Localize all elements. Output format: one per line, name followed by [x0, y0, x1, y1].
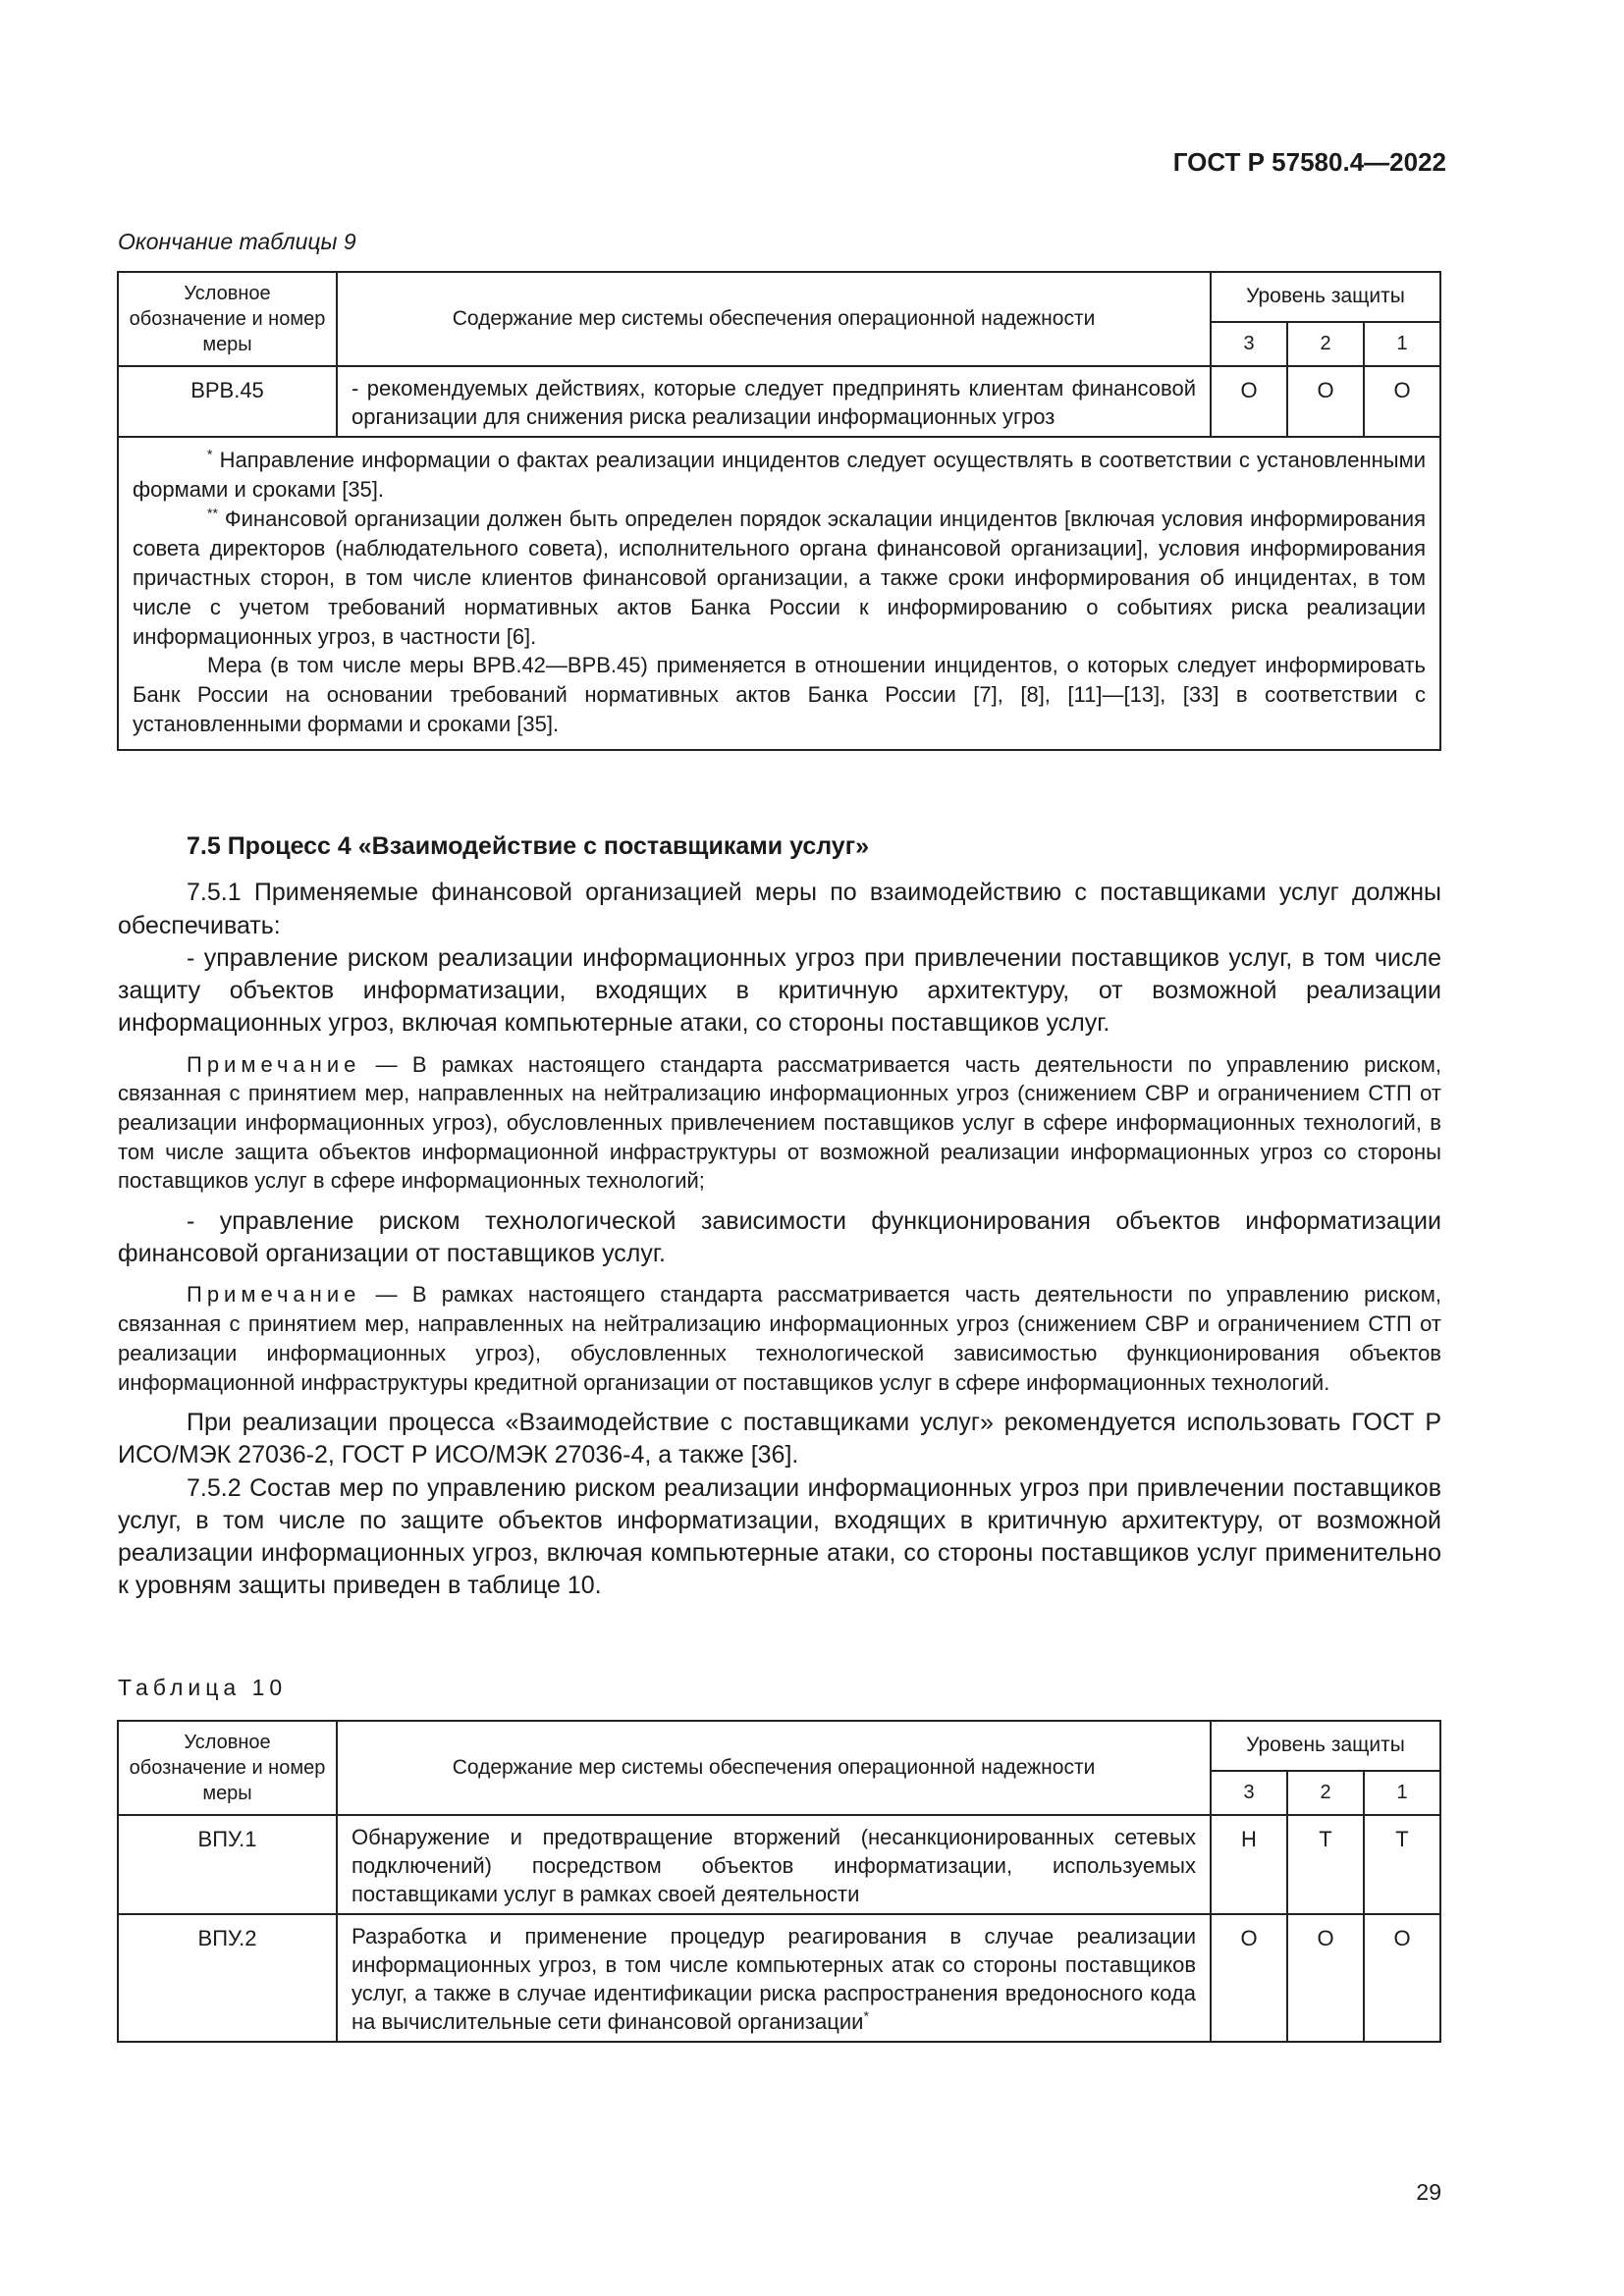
table9-note-3: Мера (в том числе меры ВРВ.42—ВРВ.45) применяется в отношении инцидентов, о которых следует информировать Банк России на основании требований нормативных актов Банка России [7], [8], [11]—[13], [33] в соответствии с установленными формами и сроками [35].: [133, 653, 1426, 737]
measure-text: - рекомендуемых действиях, которые следует предпринять клиентам финансовой организации для снижения риска реализации информационных угроз: [337, 366, 1211, 437]
table10-header-row: [118, 1721, 1440, 1771]
table10-level-1: 1: [1364, 1771, 1440, 1815]
paragraph-7-5-2: 7.5.2 Состав мер по управлению риском реализации информационных угроз при привлечении поставщиков услуг, в том числе по защите объектов информатизации, входящих в критичную архитектуру, от возможной реализации информационных угроз, включая компьютерные атаки, со стороны поставщиков услуг применительно к уровням защиты приведен в таблице 10.: [118, 1473, 1441, 1600]
table10-row-vpu1: [118, 1815, 1440, 1914]
level-3-value: О: [1211, 366, 1287, 437]
table9-col-content: Содержание мер системы обеспечения операционной надежности: [337, 272, 1211, 366]
table9-notes: [118, 437, 1440, 750]
table9-level-3: 3: [1211, 322, 1287, 366]
level-2-value: Т: [1287, 1815, 1364, 1914]
note-1-mark: *: [207, 446, 213, 462]
note-2-label: Примечание: [187, 1282, 361, 1308]
level-1-value: Т: [1364, 1815, 1440, 1914]
table9-level-1: 1: [1364, 322, 1440, 366]
footnote-mark: *: [863, 2007, 869, 2024]
table10-col-level: Уровень защиты: [1211, 1721, 1440, 1771]
paragraph-7-5-1: 7.5.1 Применяемые финансовой организацией меры по взаимодействию с поставщиками услуг должны обеспечивать:: [118, 879, 1441, 939]
table9-header-row: [118, 272, 1440, 322]
table-10: [117, 1720, 1441, 2043]
level-2-value: О: [1287, 366, 1364, 437]
level-1-value: О: [1364, 366, 1440, 437]
level-2-value: О: [1287, 1914, 1364, 2042]
table9-level-2: 2: [1287, 322, 1364, 366]
measure-code: ВПУ.2: [118, 1914, 337, 2042]
measure-text: Обнаружение и предотвращение вторжений (несанкционированных сетевых подключений) посредством объектов информатизации, используемых поставщиками услуг в рамках своей деятельности: [337, 1815, 1211, 1914]
table10-level-3: 3: [1211, 1771, 1287, 1815]
paragraph-bullet-1: - управление риском реализации информационных угроз при привлечении поставщиков услуг, в том числе защиту объектов информатизации, входящих в критичную архитектуру, от возможной реализации информационных угроз, включая компьютерные атаки, со стороны поставщиков услуг.: [118, 943, 1441, 1038]
table10-col-code: Условное обозначение и номер меры: [118, 1721, 337, 1815]
note-2-text: Финансовой организации должен быть определен порядок эскалации инцидентов [включая условия информирования совета директоров (наблюдательного совета), исполнительного органа финансовой организации], условия информирования причастных сторон, в том числе клиентов финансовой организации, а также сроки информирования об инцидентах, в том числе с учетом требований нормативных актов Банка России к информированию о событиях риска реализации информационных угроз, в частности [6].: [133, 506, 1426, 649]
note-2-mark: **: [207, 505, 218, 521]
table10-col-content: Содержание мер системы обеспечения операционной надежности: [337, 1721, 1211, 1815]
table-9: [117, 271, 1441, 751]
table10-level-2: 2: [1287, 1771, 1364, 1815]
measure-code: ВРВ.45: [118, 366, 337, 437]
level-3-value: Н: [1211, 1815, 1287, 1914]
document-header: ГОСТ Р 57580.4—2022: [1172, 147, 1446, 177]
table10-caption: Таблица 10: [118, 1675, 288, 1700]
table9-note-2: [133, 505, 1426, 652]
table9-note-1: [133, 446, 1426, 505]
level-1-value: О: [1364, 1914, 1440, 2042]
measure-code: ВПУ.1: [118, 1815, 337, 1914]
table9-col-level: Уровень защиты: [1211, 272, 1440, 322]
paragraph-bullet-2: - управление риском технологической зависимости функционирования объектов информатизации финансовой организации от поставщиков услуг.: [118, 1206, 1441, 1268]
page-number: 29: [1416, 2179, 1441, 2205]
note-2: [118, 1280, 1441, 1397]
note-1-body: — В рамках настоящего стандарта рассматривается часть деятельности по управлению риском, связанная с принятием мер, направленных на нейтрализацию информационных угроз (снижением СВР и ограничением СТП от реализации информационных угроз), обусловленных привлечением поставщиков услуг в сфере информационных технологий, в том числе защита объектов информационной инфраструктуры от возможной реализации информационных угроз со стороны поставщиков услуг в сфере информационных технологий;: [118, 1051, 1441, 1194]
note-2-body: — В рамках настоящего стандарта рассматривается часть деятельности по управлению риском, связанная с принятием мер, направленных на нейтрализацию информационных угроз (снижением СВР и ограничением СТП от реализации информационных угроз), обусловленных технологической зависимостью функционирования объектов информационной инфраструктуры кредитной организации от поставщиков услуг в сфере информационных технологий.: [118, 1282, 1441, 1395]
level-3-value: О: [1211, 1914, 1287, 2042]
note-1-text: Направление информации о фактах реализации инцидентов следует осуществлять в соответствии с установленными формами и сроками [35].: [133, 448, 1426, 502]
note-1-label: Примечание: [187, 1051, 361, 1077]
table9-caption: Окончание таблицы 9: [118, 229, 356, 254]
measure-text: [337, 1914, 1211, 2042]
note-1: [118, 1050, 1441, 1196]
measure-text-body: Разработка и применение процедур реагирования в случае реализации информационных угроз, в том числе компьютерных атак со стороны поставщиков услуг, а также в случае идентификации риска распространения вредоносного кода на вычислительные сети финансовой организации: [352, 1924, 1196, 2035]
table9-notes-row: [118, 437, 1440, 750]
paragraph-recommendation: При реализации процесса «Взаимодействие с поставщиками услуг» рекомендуется использовать ГОСТ Р ИСО/МЭК 27036-2, ГОСТ Р ИСО/МЭК 27036-4, а также [36].: [118, 1409, 1441, 1469]
section-7-5: [118, 830, 1441, 1603]
table9-row-vrv45: [118, 366, 1440, 437]
table9-col-code: Условное обозначение и номер меры: [118, 272, 337, 366]
section-title: 7.5 Процесс 4 «Взаимодействие с поставщиками услуг»: [187, 832, 870, 860]
table10-row-vpu2: [118, 1914, 1440, 2042]
